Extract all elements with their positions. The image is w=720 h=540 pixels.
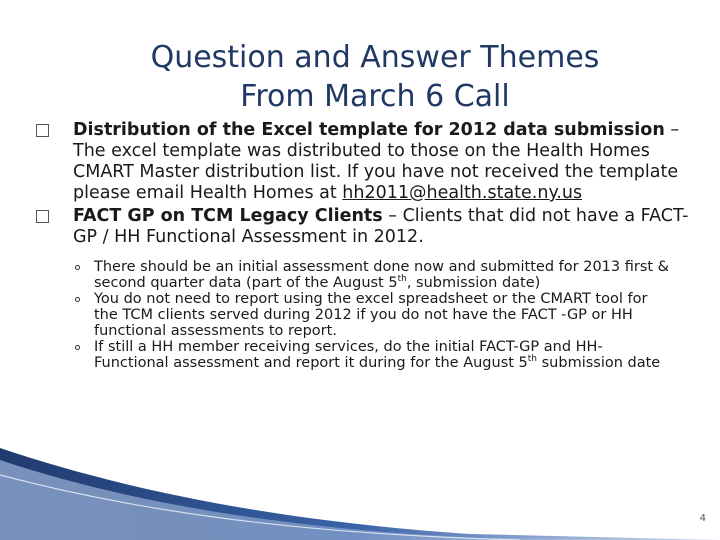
bullet-fact-gp [36, 206, 696, 248]
sub-bullet-text: You do not need to report using the excel spreadsheet or the CMART tool for the TCM clients served during 2012 if you do not have the FACT -GP or HH functional assessments to report. [94, 291, 648, 339]
sub-bullet-list [36, 259, 696, 371]
sub-bullet-text: If still a HH member receiving services, do the initial FACT-GP and HH-Functional assessment and report it during for the August 5 [94, 339, 603, 371]
bullet-heading: Distribution of the Excel template for 2012 data submission [73, 120, 665, 140]
sub-bullet-text: There should be an initial assessment done now and submitted for 2013 first & second quarter data (part of the August 5 [94, 259, 669, 291]
ring-bullet-icon [75, 297, 80, 302]
checkbox-bullet-icon [36, 124, 49, 137]
ring-bullet-icon [75, 265, 80, 270]
sub-bullet-text-end: submission date [537, 355, 661, 371]
bullet-separator: – [382, 206, 403, 226]
email-link[interactable]: hh2011@health.state.ny.us [342, 183, 583, 203]
decorative-swoosh [0, 430, 720, 540]
superscript: th [527, 354, 538, 365]
superscript: th [397, 274, 407, 285]
page-number: 4 [699, 513, 706, 524]
bullet-separator: – [664, 120, 680, 140]
ring-bullet-icon [75, 345, 80, 350]
slide-body [36, 120, 696, 371]
bullet-excel-template [36, 120, 696, 204]
title-line-1: Question and Answer Themes [150, 40, 600, 75]
sub-bullet-initial-assessment [72, 259, 669, 291]
bullet-heading: FACT GP on TCM Legacy Clients [73, 206, 383, 226]
checkbox-bullet-icon [36, 210, 49, 223]
bullet-text: Clients that did not have a FACT-GP / HH Functional Assessment in 2012. [73, 206, 689, 247]
sub-bullet-text-end: , submission date) [406, 275, 541, 291]
slide-title [120, 38, 630, 116]
bullet-text: The excel template was distributed to those on the Health Homes CMART Master distribution list. If you have not received the template please email Health Homes at [73, 141, 679, 203]
sub-bullet-hh-member [72, 339, 669, 371]
title-line-2: From March 6 Call [240, 79, 510, 114]
sub-bullet-no-report [72, 291, 669, 339]
